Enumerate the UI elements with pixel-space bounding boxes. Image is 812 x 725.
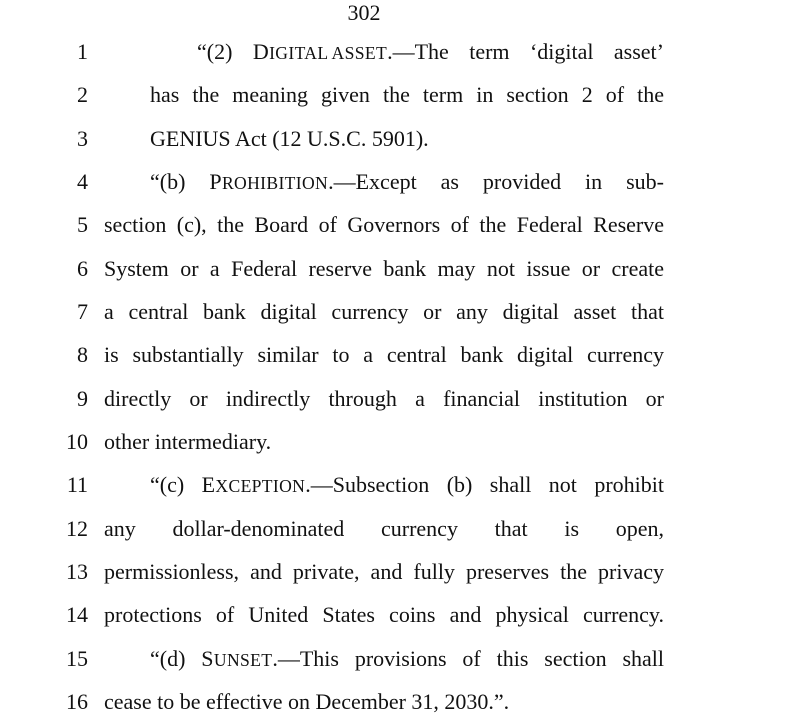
paragraph-marker: “(c): [150, 472, 202, 498]
text-line: [0, 160, 812, 203]
line-number: 5: [77, 212, 88, 238]
section-heading: PROHIBITION: [209, 168, 329, 194]
line-text: section (c), the Board of Governors of the Federal Reserve: [104, 212, 664, 238]
line-text: [104, 463, 664, 506]
text-line: [0, 73, 812, 116]
line-content: .—Subsection (b) shall not prohibit: [305, 472, 664, 498]
line-number: 16: [66, 688, 88, 714]
text-line: [0, 333, 812, 376]
section-heading: EXCEPTION: [201, 472, 306, 498]
line-text: protections of United States coins and physical currency.: [104, 602, 664, 628]
text-line: [0, 203, 812, 246]
line-content: .—This provisions of this section shall: [272, 645, 664, 671]
line-number: 13: [66, 558, 88, 584]
text-line: [0, 247, 812, 290]
line-number: 2: [77, 82, 88, 108]
line-content: .—The term ‘digital asset’: [387, 39, 664, 64]
line-number: 6: [77, 255, 88, 281]
line-number: 7: [77, 298, 88, 324]
line-number: 1: [77, 39, 88, 64]
bill-text: [0, 30, 812, 723]
section-heading: SUNSET: [201, 645, 273, 671]
paragraph-marker: “(d): [150, 645, 202, 671]
line-text: [104, 637, 664, 680]
text-line: [0, 290, 812, 333]
line-text: permissionless, and private, and fully preserves the privacy: [104, 558, 664, 584]
line-number: 14: [66, 602, 88, 628]
text-line: [0, 377, 812, 420]
text-line: [0, 420, 812, 463]
line-number: 11: [66, 472, 88, 498]
text-line: [0, 550, 812, 593]
line-content: .—Except as provided in sub-: [328, 168, 664, 194]
line-text: directly or indirectly through a financial institution or: [104, 385, 664, 411]
text-line: [0, 637, 812, 680]
line-number: 15: [66, 645, 88, 671]
text-line: [0, 507, 812, 550]
line-number: 4: [77, 168, 88, 194]
line-text: [104, 30, 664, 73]
text-line: [0, 463, 812, 506]
line-number: 8: [77, 342, 88, 368]
line-number: 9: [77, 385, 88, 411]
text-line: [0, 30, 812, 73]
line-text: is substantially similar to a central bank digital currency: [104, 342, 664, 368]
line-number: 12: [66, 515, 88, 541]
section-heading: DIGITAL ASSET: [252, 39, 388, 64]
text-line: [0, 117, 812, 160]
text-line: [0, 680, 812, 723]
line-text: a central bank digital currency or any digital asset that: [104, 298, 664, 324]
line-number: 10: [66, 428, 88, 454]
line-text: any dollar-denominated currency that is open,: [104, 515, 664, 541]
line-text: System or a Federal reserve bank may not issue or create: [104, 255, 664, 281]
page-number: 302: [347, 0, 381, 25]
line-text: GENIUS Act (12 U.S.C. 5901).: [150, 125, 429, 151]
line-text: other intermediary.: [104, 428, 272, 454]
paragraph-marker: “(2): [197, 39, 253, 64]
line-text: has the meaning given the term in section 2 of the: [150, 82, 664, 108]
paragraph-marker: “(b): [150, 168, 210, 194]
line-text: [104, 160, 664, 203]
line-number: 3: [77, 125, 88, 151]
text-line: [0, 593, 812, 636]
line-text: cease to be effective on December 31, 2030.”.: [104, 688, 510, 714]
